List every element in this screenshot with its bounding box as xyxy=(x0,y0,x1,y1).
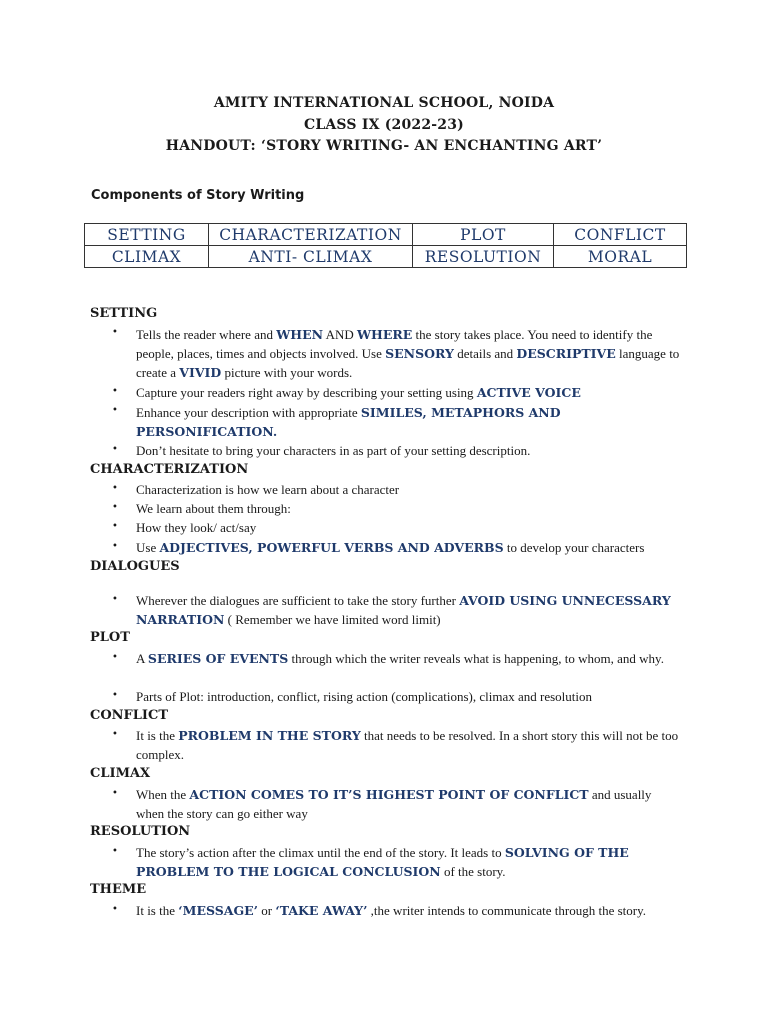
section-heading-characterization: CHARACTERIZATION xyxy=(90,462,249,477)
bullet-glyph: • xyxy=(112,690,118,701)
table-row xyxy=(85,224,687,246)
list-item: It is the PROBLEM IN THE STORY that needs to be resolved. In a short story this will not be too complex. xyxy=(136,728,679,762)
bullet-glyph: • xyxy=(112,594,118,605)
table-cell: ANTI- CLIMAX xyxy=(209,246,413,268)
section-heading-conflict: CONFLICT xyxy=(90,708,169,723)
bullet-glyph: • xyxy=(112,502,118,513)
bullet-glyph: • xyxy=(112,405,118,416)
table-row xyxy=(85,246,687,268)
components-table xyxy=(84,223,687,268)
bullet-glyph: • xyxy=(112,327,118,338)
table-cell: CHARACTERIZATION xyxy=(209,224,413,246)
list-item: Parts of Plot: introduction, conflict, rising action (complications), climax and resolution xyxy=(136,689,592,704)
bullet-glyph: • xyxy=(112,846,118,857)
list-item: Enhance your description with appropriate SIMILES, METAPHORS AND PERSONIFICATION. xyxy=(136,405,561,439)
list-item: Wherever the dialogues are sufficient to take the story further AVOID USING UNNECESSARY NARRATION ( Remember we have limited word limit) xyxy=(136,593,671,627)
bullet-glyph: • xyxy=(112,652,118,663)
list-item: We learn about them through: xyxy=(136,501,291,516)
list-item: The story’s action after the climax until the end of the story. It leads to SOLVING OF THE PROBLEM TO THE LOGICAL CONCLUSION of the story. xyxy=(136,845,629,879)
table-cell: MORAL xyxy=(554,246,687,268)
section-heading-plot: PLOT xyxy=(90,630,130,645)
handout-title: HANDOUT: ‘STORY WRITING- AN ENCHANTING ART’ xyxy=(165,138,603,154)
list-item: Use ADJECTIVES, POWERFUL VERBS AND ADVERBS to develop your characters xyxy=(136,540,645,555)
bullet-glyph: • xyxy=(112,904,118,915)
bullet-glyph: • xyxy=(112,483,118,494)
school-name: AMITY INTERNATIONAL SCHOOL, NOIDA xyxy=(213,95,555,111)
section-heading-climax: CLIMAX xyxy=(90,766,151,781)
list-item: When the ACTION COMES TO IT’S HIGHEST POINT OF CONFLICT and usually when the story can go either way xyxy=(136,787,652,821)
bullet-glyph: • xyxy=(112,444,118,455)
bullet-glyph: • xyxy=(112,386,118,397)
table-cell: CONFLICT xyxy=(554,224,687,246)
table-cell: PLOT xyxy=(413,224,554,246)
components-title: Components of Story Writing xyxy=(91,188,305,203)
list-item: Tells the reader where and WHEN AND WHERE the story takes place. You need to identify the people, places, times and objects involved. Use SENSORY details and DESCRIPTIVE language to create a VIVID picture with your words. xyxy=(136,327,680,380)
section-heading-theme: THEME xyxy=(90,882,147,897)
class-label: CLASS IX (2022-23) xyxy=(303,117,465,133)
section-heading-setting: SETTING xyxy=(90,306,158,321)
list-item: A SERIES OF EVENTS through which the writer reveals what is happening, to whom, and why. xyxy=(136,651,664,666)
bullet-glyph: • xyxy=(112,541,118,552)
section-heading-resolution: RESOLUTION xyxy=(90,824,191,839)
bullet-glyph: • xyxy=(112,521,118,532)
table-cell: RESOLUTION xyxy=(413,246,554,268)
list-item: Capture your readers right away by describing your setting using ACTIVE VOICE xyxy=(136,385,581,400)
section-heading-dialogues: DIALOGUES xyxy=(90,559,180,574)
table-cell: CLIMAX xyxy=(85,246,209,268)
bullet-glyph: • xyxy=(112,788,118,799)
table-cell: SETTING xyxy=(85,224,209,246)
bullet-glyph: • xyxy=(112,729,118,740)
list-item: Characterization is how we learn about a character xyxy=(136,482,400,497)
list-item: It is the ‘MESSAGE’ or ‘TAKE AWAY’ ,the writer intends to communicate through the story. xyxy=(136,903,647,918)
list-item: How they look/ act/say xyxy=(136,520,257,535)
list-item: Don’t hesitate to bring your characters in as part of your setting description. xyxy=(136,443,531,458)
